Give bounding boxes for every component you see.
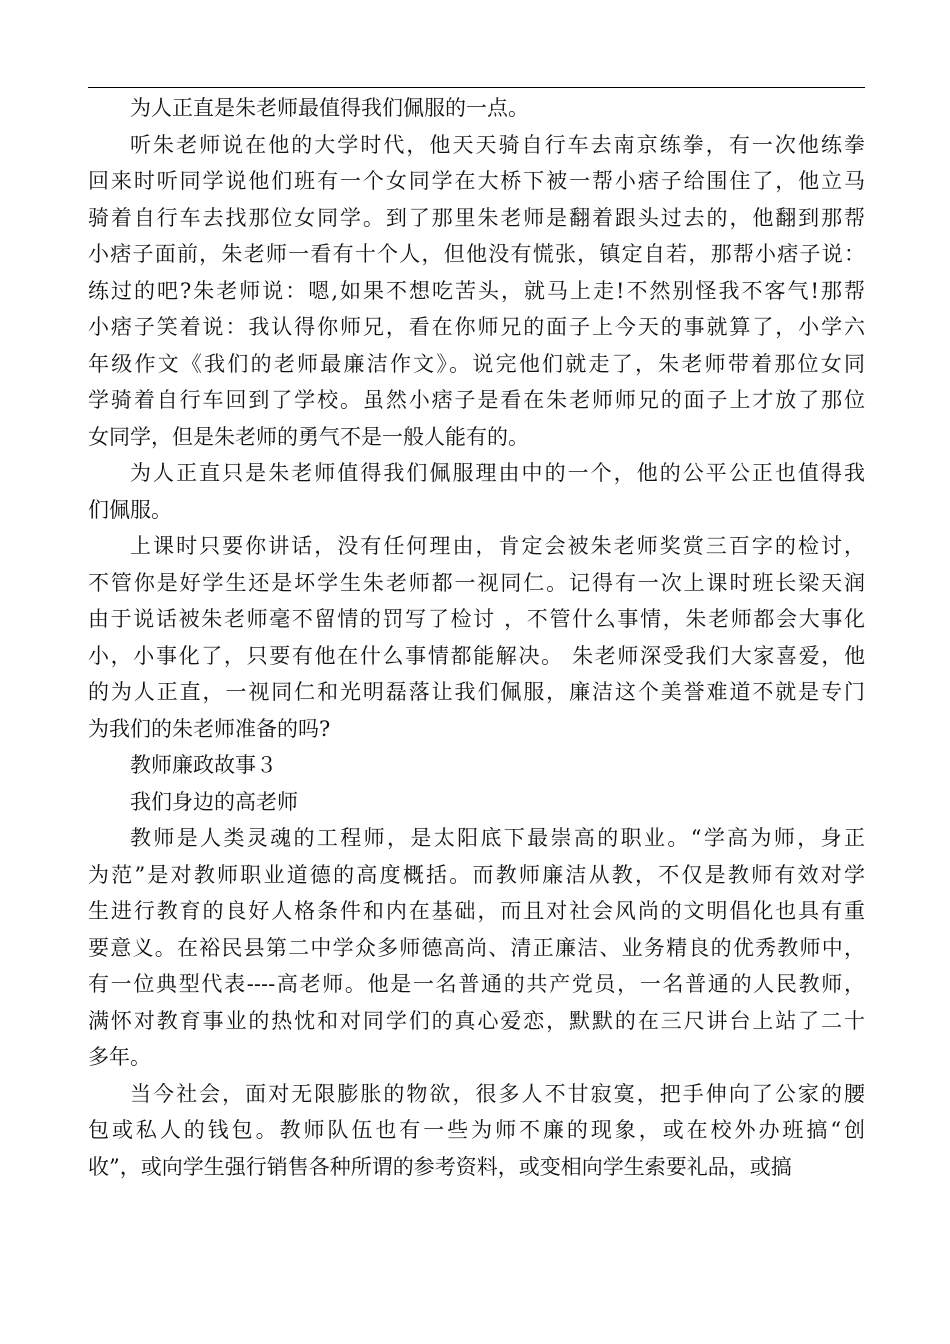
text-line: 多年。 xyxy=(88,1045,151,1069)
text-line: 骑着自行车去找那位女同学。到了那里朱老师是翻着跟头过去的，他翻到那帮 xyxy=(88,205,865,230)
text-line: 小，小事化了，只要有他在什么事情都能解决。 朱老师深受我们大家喜爱，他 xyxy=(88,643,865,668)
text-line: 满怀对教育事业的热忱和对同学们的真心爱恋，默默的在三尺讲台上站了二十 xyxy=(88,1008,865,1033)
text-line: 听朱老师说在他的大学时代，他天天骑自行车去南京练拳，有一次他练拳 xyxy=(130,132,865,157)
text-line: 女同学，但是朱老师的勇气不是一般人能有的。 xyxy=(88,424,529,449)
text-line: 年级作文《我们的老师最廉洁作文》。说完他们就走了，朱老师带着那位女同 xyxy=(88,351,865,376)
paragraph xyxy=(88,747,865,784)
text-line: 回来时听同学说他们班有一个女同学在大桥下被一帮小痞子给围住了，他立马 xyxy=(88,169,865,193)
text-line: 由于说话被朱老师毫不留情的罚写了检讨 ，不管什么事情，朱老师都会大事化 xyxy=(88,607,865,631)
paragraph xyxy=(88,1076,865,1186)
text-line: 小痞子笑着说：我认得你师兄，看在你师兄的面子上今天的事就算了，小学六 xyxy=(88,315,865,339)
paragraph xyxy=(88,784,865,821)
text-line: 为我们的朱老师准备的吗? xyxy=(88,716,331,741)
text-line: 包或私人的钱包。教师队伍也有一些为师不廉的现象，或在校外办班搞“创 xyxy=(88,1118,865,1142)
text-line: 为范”是对教师职业道德的高度概括。而教师廉洁从教，不仅是教师有效对学 xyxy=(88,862,865,887)
text-line: 练过的吧?朱老师说：嗯,如果不想吃苦头，就马上走!不然别怪我不客气!那帮 xyxy=(88,278,865,303)
text-line: 收”，或向学生强行销售各种所谓的参考资料，或变相向学生索要礼品，或搞 xyxy=(88,1154,792,1179)
header-rule xyxy=(88,87,865,88)
text-line: 学骑着自行车回到了学校。虽然小痞子是看在朱老师师兄的面子上才放了那位 xyxy=(88,388,865,412)
text-line: 的为人正直，一视同仁和光明磊落让我们佩服，廉洁这个美誉难道不就是专门 xyxy=(88,680,865,704)
text-line: 当今社会，面对无限膨胀的物欲，很多人不甘寂寞，把手伸向了公家的腰 xyxy=(130,1081,865,1106)
text-line: 们佩服。 xyxy=(88,497,172,522)
text-line: 上课时只要你讲话，没有任何理由，肯定会被朱老师奖赏三百字的检讨， xyxy=(130,534,865,558)
paragraph xyxy=(88,820,865,1076)
text-line: 我们身边的高老师 xyxy=(130,789,298,814)
text-line: 教师廉政故事３ xyxy=(130,753,277,777)
paragraph xyxy=(88,528,865,747)
text-line: 不管你是好学生还是坏学生朱老师都一视同仁。记得有一次上课时班长梁天润 xyxy=(88,570,865,595)
text-line: 为人正直只是朱老师值得我们佩服理由中的一个，他的公平公正也值得我 xyxy=(130,461,865,485)
document-body xyxy=(88,90,865,1185)
text-line: 小痞子面前，朱老师一看有十个人，但他没有慌张，镇定自若，那帮小痞子说： xyxy=(88,242,865,266)
paragraph xyxy=(88,127,865,456)
text-line: 为人正直是朱老师最值得我们佩服的一点。 xyxy=(130,96,529,120)
paragraph xyxy=(88,455,865,528)
text-line: 有一位典型代表----高老师。他是一名普通的共产党员，一名普通的人民教师， xyxy=(88,972,865,996)
text-line: 生进行教育的良好人格条件和内在基础，而且对社会风尚的文明倡化也具有重 xyxy=(88,899,865,923)
text-line: 教师是人类灵魂的工程师，是太阳底下最崇高的职业。“学高为师，身正 xyxy=(130,826,865,850)
text-line: 要意义。在裕民县第二中学众多师德高尚、清正廉洁、业务精良的优秀教师中， xyxy=(88,935,865,960)
paragraph xyxy=(88,90,865,127)
